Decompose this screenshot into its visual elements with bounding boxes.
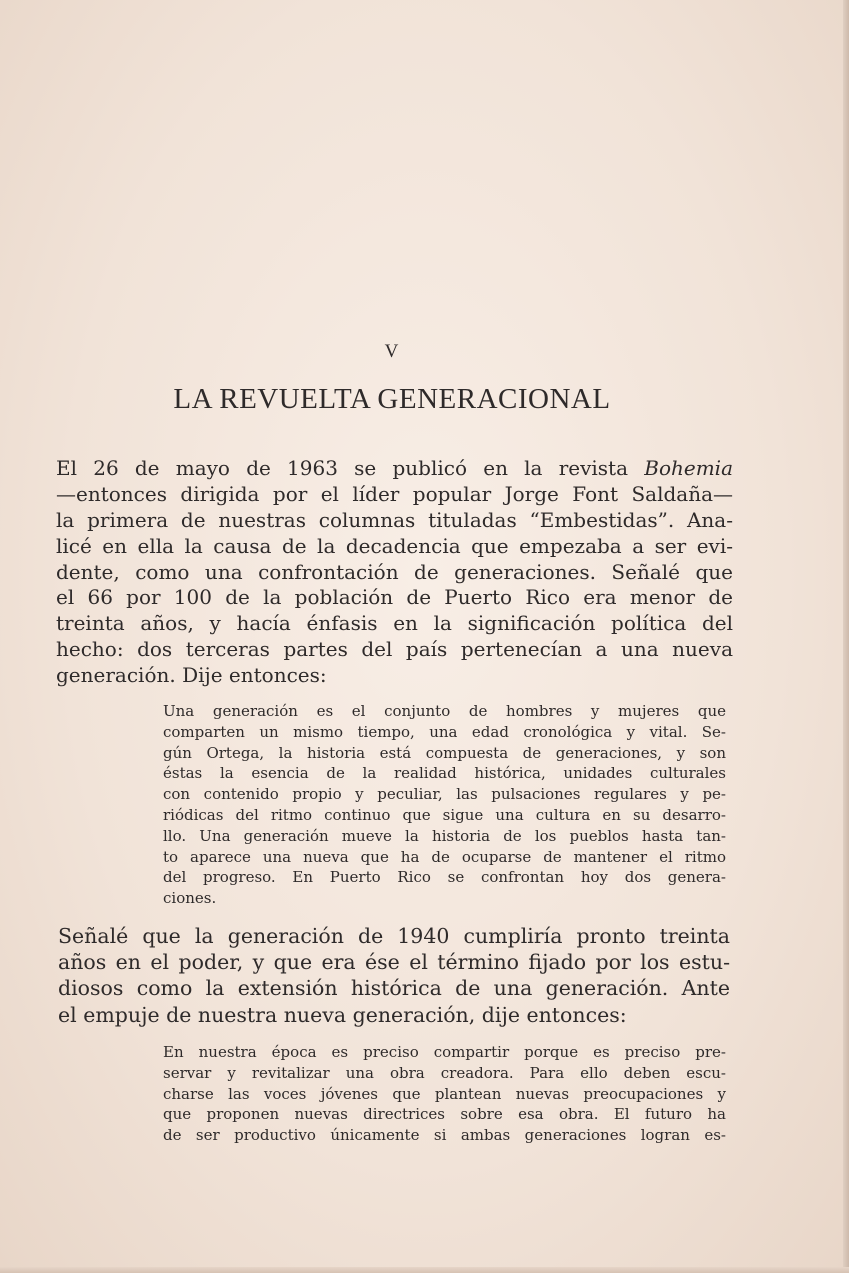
paragraph-1-line: generación. Dije entonces: [56, 663, 327, 688]
quote-2-line: En nuestra época es preciso compartir porque es preciso pre- [163, 1043, 726, 1061]
block-quote-2 [163, 1042, 726, 1146]
journal-title: Bohemia [644, 456, 733, 480]
paragraph-2-line: el empuje de nuestra nueva generación, dije entonces: [58, 1002, 627, 1027]
quote-2-line: de ser productivo únicamente si ambas generaciones logran es- [163, 1126, 726, 1145]
quote-1-line: Una generación es el conjunto de hombres y mujeres que [163, 702, 726, 720]
paragraph-1-line: licé en ella la causa de la decadencia que empezaba a ser evi- [56, 533, 733, 558]
page-edge-bottom [0, 1267, 849, 1273]
quote-1-line: riódicas del ritmo continuo que sigue una cultura en su desarro- [163, 805, 726, 824]
paragraph-1-line: hecho: dos terceras partes del país pertenecían a una nueva [56, 637, 733, 662]
paragraph-1-line: treinta años, y hacía énfasis en la significación política del [56, 611, 733, 636]
quote-1-line: to aparece una nueva que ha de ocuparse de mantener el ritmo [163, 847, 726, 866]
quote-2-line: charse las voces jóvenes que plantean nuevas preocupaciones y [163, 1084, 726, 1103]
paragraph-1-line: la primera de nuestras columnas tituladas “Embestidas”. Ana- [56, 507, 733, 532]
paragraph-1-line: dente, como una confrontación de generaciones. Señalé que [56, 559, 733, 584]
paragraph-1-line: El 26 de mayo de 1963 se publicó en la revista Bohemia [56, 456, 733, 480]
block-quote-1 [163, 701, 726, 909]
quote-2-line: que proponen nuevas directrices sobre esa obra. El futuro ha [163, 1105, 726, 1124]
quote-1-line: gún Ortega, la historia está compuesta de generaciones, y son [163, 743, 726, 762]
quote-1-line: comparten un mismo tiempo, una edad cronológica y vital. Se- [163, 722, 726, 741]
paragraph-2-line: años en el poder, y que era ése el término fijado por los estu- [58, 950, 730, 975]
paragraph-1-line: —entonces dirigida por el líder popular Jorge Font Saldaña— [56, 481, 733, 506]
quote-2-line: servar y revitalizar una obra creadora. Para ello deben escu- [163, 1063, 726, 1082]
chapter-number: V [384, 341, 400, 362]
paragraph-2-line: Señalé que la generación de 1940 cumpliría pronto treinta [58, 924, 730, 948]
paragraph-2-line: diosos como la extensión histórica de una generación. Ante [58, 976, 730, 1001]
paragraph-1 [56, 456, 733, 689]
paragraph-1-line: el 66 por 100 de la población de Puerto Rico era menor de [56, 585, 733, 610]
quote-1-line: llo. Una generación mueve la historia de los pueblos hasta tan- [163, 826, 726, 845]
quote-1-line: con contenido propio y peculiar, las pulsaciones regulares y pe- [163, 785, 726, 804]
quote-1-line: éstas la esencia de la realidad histórica, unidades culturales [163, 764, 726, 783]
paragraph-2 [58, 923, 730, 1028]
quote-1-line: del progreso. En Puerto Rico se confrontan hoy dos genera- [163, 868, 726, 887]
quote-1-line: ciones. [163, 889, 217, 908]
page-edge-right [843, 0, 849, 1273]
chapter-title: LA REVUELTA GENERACIONAL [173, 383, 611, 415]
